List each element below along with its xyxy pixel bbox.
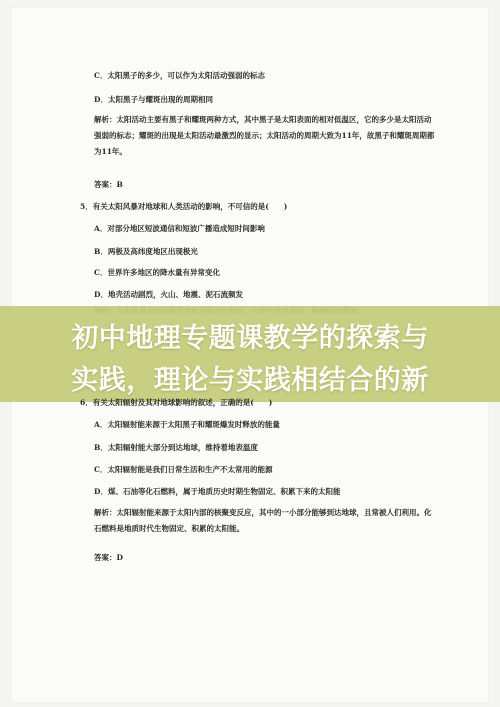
q6-option-b: B．太阳辐射能大部分到达地球，维持着地表温度: [94, 443, 258, 452]
q6-option-a: A．太阳辐射能来源于太阳黑子和耀斑爆发时释放的能量: [94, 420, 280, 429]
analysis-paragraph: 解析：太阳活动主要有黑子和耀斑两种方式，其中黑子是太阳表面的相对低温区，它的多少是太阳活动强弱的标志；耀斑的出现是太阳活动最激烈的显示；太阳活动的周期大致为11年，故黑子和耀斑周期都为11年。: [94, 115, 435, 156]
banner-title-line-1: 初中地理专题课教学的探索与: [71, 323, 429, 354]
question-5: 5．有关太阳风暴对地球和人类活动的影响，不可信的是( ): [80, 202, 288, 211]
q5-option-b: B．两极及高纬度地区出现极光: [94, 247, 198, 256]
banner-title-line-2: 实践，理论与实践相结合的新: [71, 365, 429, 396]
option-c-line: C．太阳黑子的多少，可以作为太阳活动强弱的标志: [94, 71, 265, 80]
title-banner: [0, 306, 500, 402]
question-6: 6．有关太阳辐射及其对地球影响的叙述，正确的是( ): [80, 398, 273, 407]
q6-answer: 答案：D: [94, 553, 124, 562]
q5-option-a: A．对部分地区短波通信和短波广播造成短时间影响: [94, 224, 265, 233]
q6-option-c: C．太阳辐射能是我们日常生活和生产不太常用的能源: [94, 465, 273, 474]
option-d-line: D．太阳黑子与耀斑出现的周期相同: [94, 95, 214, 104]
q6-option-d: D．煤、石油等化石燃料，属于地质历史时期生物固定、积累下来的太阳能: [94, 487, 341, 496]
q6-analysis: 解析：太阳辐射能来源于太阳内部的核聚变反应，其中的一小部分能够到达地球，且常被人们利用。化石燃料是地质时代生物固定、积累的太阳能。: [94, 508, 432, 533]
q5-option-d: D．地壳活动剧烈，火山、地震、泥石流频发: [94, 290, 244, 299]
answer-line: 答案：B: [94, 180, 123, 189]
q5-option-c: C．世界许多地区的降水量有异常变化: [94, 268, 220, 277]
